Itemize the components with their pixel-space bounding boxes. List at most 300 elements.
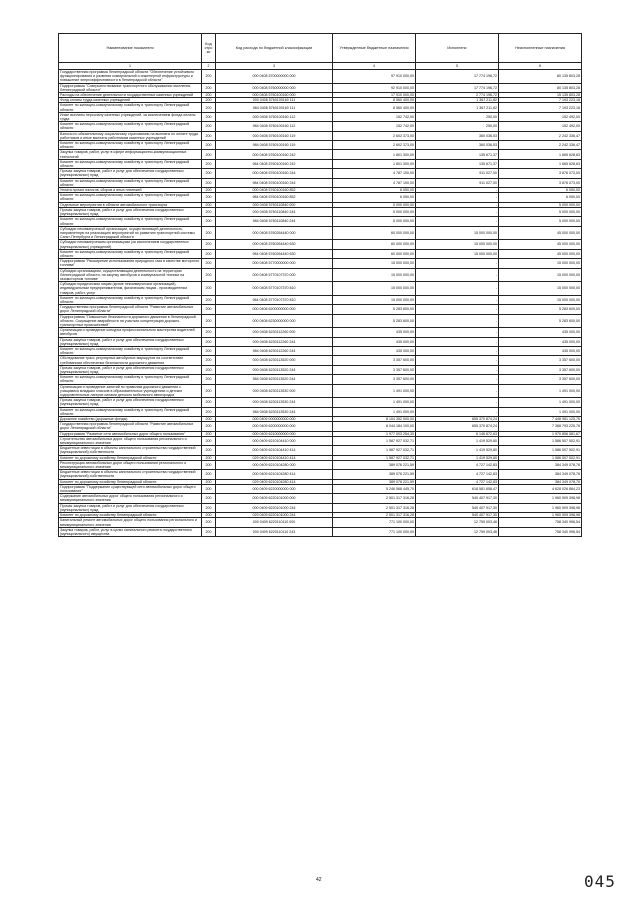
row-kbk: 000 0409 6210104280 000 [216, 460, 333, 469]
row-line-code: 200 [202, 226, 216, 240]
row-kbk: 000 0409 6220110110 243 [216, 527, 333, 536]
row-executed: - [416, 346, 499, 355]
row-remaining: 45 000 000,00 [499, 240, 582, 249]
row-line-code: 200 [202, 282, 216, 296]
row-executed: 1 367 211,82 [416, 98, 499, 103]
row-approved: 15 000 000,00 [333, 295, 416, 304]
row-line-code: 200 [202, 479, 216, 484]
row-kbk: 029 0409 6210104410 414 [216, 455, 333, 460]
row-kbk: 000 0408 6230113530 244 [216, 398, 333, 407]
row-executed: 250,00 [416, 122, 499, 131]
table-row [59, 112, 582, 121]
row-approved: 2 602 373,00 [333, 141, 416, 150]
row-line-code: 200 [202, 503, 216, 512]
table-row [59, 207, 582, 216]
row-kbk: 000 0408 5760100160 852 [216, 188, 333, 193]
row-kbk: 984 0408 6230112260 244 [216, 346, 333, 355]
row-remaining: 435 000,00 [499, 346, 582, 355]
table-row [59, 259, 582, 268]
row-executed: 1 419 529,80 [416, 446, 499, 455]
row-remaining: 758 340 996,54 [499, 518, 582, 527]
row-line-code: 200 [202, 131, 216, 140]
row-approved: 5 283 600,00 [333, 314, 416, 328]
row-approved: 3 357 600,00 [333, 375, 416, 384]
row-line-code: 200 [202, 295, 216, 304]
row-approved: 389 076 221,59 [333, 479, 416, 484]
header-name: Наименование показателя [59, 34, 202, 63]
header-row [59, 34, 582, 63]
row-line-code: 200 [202, 141, 216, 150]
row-name: Иные выплаты персоналу казенных учреждений, за исключением фонда оплаты труда [59, 112, 202, 121]
row-kbk: 000 0408 6230113530 000 [216, 384, 333, 398]
row-line-code: 200 [202, 70, 216, 84]
row-approved: 389 076 221,59 [333, 470, 416, 479]
row-remaining: 1 586 507 502,91 [499, 455, 582, 460]
row-executed: - [416, 207, 499, 216]
row-remaining: 2 242 336,47 [499, 141, 582, 150]
row-remaining: 1 960 909 398,98 [499, 494, 582, 503]
row-kbk: 000 0409 6200000000 000 [216, 422, 333, 431]
row-remaining: 15 000 000,00 [499, 259, 582, 268]
table-row [59, 217, 582, 226]
row-remaining: 384 349 078,76 [499, 470, 582, 479]
row-remaining: 80 135 803,28 [499, 83, 582, 92]
row-executed: 12 759 003,46 [416, 518, 499, 527]
row-kbk: 000 0408 5760100160 242 [216, 150, 333, 159]
row-name: Взносы по обязательному социальному страхованию на выплаты по оплате труда работников и иные выплаты работникам казенных учреждений [59, 131, 202, 140]
row-approved: 6 050,00 [333, 193, 416, 202]
row-kbk: 000 0409 6220000000 000 [216, 484, 333, 493]
row-executed: 15 000 000,00 [416, 226, 499, 240]
row-name: Закупка товаров, работ, услуг в сфере информационно-коммуникационных технологий [59, 150, 202, 159]
header-executed: Исполнено [416, 34, 499, 63]
column-index: 5 [416, 63, 499, 70]
row-remaining: 1 970 856 581,67 [499, 431, 582, 436]
row-approved: 60 000 000,00 [333, 226, 416, 240]
table-row [59, 398, 582, 407]
table-row [59, 193, 582, 202]
row-approved: 435 000,00 [333, 328, 416, 337]
column-index: 1 [59, 63, 202, 70]
table-row [59, 446, 582, 455]
row-line-code: 200 [202, 178, 216, 187]
row-name: Прочая закупка товаров, работ и услуг для обеспечения государственных (муниципальных) нужд [59, 398, 202, 407]
row-line-code: 200 [202, 365, 216, 374]
column-index: 3 [216, 63, 333, 70]
row-approved: 15 000 000,00 [333, 259, 416, 268]
table-row [59, 375, 582, 384]
row-approved: 1 801 300,00 [333, 159, 416, 168]
row-name: Фонд оплаты труда казенных учреждений [59, 98, 202, 103]
row-name: Комитет по жилищно-коммунальному хозяйству и транспорту Ленинградской области [59, 407, 202, 416]
row-line-code: 200 [202, 407, 216, 416]
table-row [59, 83, 582, 92]
row-name: Прочая закупка товаров, работ и услуг для обеспечения государственных (муниципальных) нужд [59, 169, 202, 178]
row-approved: 6 050,00 [333, 188, 416, 193]
row-name: Прочая закупка товаров, работ и услуг для обеспечения государственных (муниципальных) нужд [59, 503, 202, 512]
row-kbk: 000 0408 5760264440 000 [216, 226, 333, 240]
row-kbk: 984 0408 5760100160 242 [216, 159, 333, 168]
row-approved: 60 000 000,00 [333, 240, 416, 249]
row-line-code: 200 [202, 484, 216, 493]
table-row [59, 494, 582, 503]
row-kbk: 000 0409 6210104410 000 [216, 436, 333, 445]
row-remaining: 7 193 223,18 [499, 103, 582, 112]
row-kbk: 000 0408 5770107370 000 [216, 268, 333, 282]
row-approved: 97 910 000,00 [333, 70, 416, 84]
row-approved: 5 000 000,00 [333, 207, 416, 216]
row-kbk: 000 0409 6210104280 414 [216, 470, 333, 479]
column-index: 2 [202, 63, 216, 70]
table-row [59, 527, 582, 536]
row-name: Расходы на обеспечение деятельности государственных казенных учреждений [59, 93, 202, 98]
table-row [59, 337, 582, 346]
row-remaining: 152 492,00 [499, 112, 582, 121]
row-name: Комитет по жилищно-коммунальному хозяйству и транспорту Ленинградской области [59, 178, 202, 187]
row-approved: 152 742,00 [333, 122, 416, 131]
table-row [59, 122, 582, 131]
row-executed: - [416, 188, 499, 193]
row-line-code: 200 [202, 422, 216, 431]
row-executed: - [416, 268, 499, 282]
row-executed: - [416, 314, 499, 328]
row-line-code: 200 [202, 417, 216, 422]
row-remaining: 5 283 600,00 [499, 305, 582, 314]
row-approved: 5 000 000,00 [333, 217, 416, 226]
row-line-code: 200 [202, 103, 216, 112]
table-row [59, 141, 582, 150]
row-remaining: 3 876 073,00 [499, 178, 582, 187]
row-executed: 540 407 917,30 [416, 494, 499, 503]
row-executed: - [416, 305, 499, 314]
row-line-code: 200 [202, 356, 216, 365]
row-kbk: 000 0409 6210104410 414 [216, 446, 333, 455]
row-line-code: 200 [202, 460, 216, 469]
row-name: Субсидии юридическим лицам (кроме некоммерческих организаций), индивидуальным предпринимателям, физическим лицам - производителям товаров, работ, услуг [59, 282, 202, 296]
row-approved: 1 587 927 032,71 [333, 446, 416, 455]
row-kbk: 984 0408 5770107370 810 [216, 295, 333, 304]
row-approved: 435 000,00 [333, 337, 416, 346]
row-approved: 15 000 000,00 [333, 282, 416, 296]
row-remaining: 1 491 000,00 [499, 398, 582, 407]
row-name: Подпрограмма "Поддержание существующей сети автомобильных дорог общего пользования" [59, 484, 202, 493]
table-row [59, 346, 582, 355]
row-name: Государственная программа Ленинградской области "Развитие автомобильных дорог Ленинградской области" [59, 305, 202, 314]
row-line-code: 200 [202, 268, 216, 282]
row-name: Комитет по дорожному хозяйству Ленинградской области [59, 455, 202, 460]
row-approved: 5 283 600,00 [333, 305, 416, 314]
row-remaining: 7 448 981 125,76 [499, 417, 582, 422]
row-approved: 389 076 221,59 [333, 460, 416, 469]
row-remaining: 1 586 507 502,91 [499, 436, 582, 445]
row-executed: 4 727 142,83 [416, 470, 499, 479]
row-remaining: 1 491 000,00 [499, 384, 582, 398]
row-executed: 17 774 196,72 [416, 70, 499, 84]
column-index-row [59, 63, 582, 70]
row-approved: 4 787 100,00 [333, 169, 416, 178]
table-row [59, 226, 582, 240]
row-remaining: 3 357 600,00 [499, 356, 582, 365]
row-line-code: 200 [202, 122, 216, 131]
row-executed: 911 027,00 [416, 178, 499, 187]
row-name: Комитет по дорожному хозяйству Ленинградской области [59, 479, 202, 484]
row-kbk: 000 0409 6210000000 000 [216, 431, 333, 436]
row-line-code: 200 [202, 314, 216, 328]
row-line-code: 200 [202, 112, 216, 121]
row-remaining: 15 000 000,00 [499, 282, 582, 296]
table-row [59, 131, 582, 140]
row-approved: 1 587 927 032,71 [333, 455, 416, 460]
row-remaining: 435 000,00 [499, 328, 582, 337]
row-kbk: 984 0408 6230113520 244 [216, 375, 333, 384]
row-executed: 250,00 [416, 112, 499, 121]
row-remaining: 152 492,00 [499, 122, 582, 131]
row-executed: - [416, 217, 499, 226]
row-kbk: 000 0408 5770000000 000 [216, 259, 333, 268]
row-line-code: 200 [202, 328, 216, 337]
row-remaining: 15 135 803,28 [499, 93, 582, 98]
row-kbk: 000 0408 5760100160 112 [216, 112, 333, 121]
row-name: Субсидии некоммерческим организациям (за исключением государственных (муниципальных) учреждений) [59, 240, 202, 249]
row-line-code: 200 [202, 431, 216, 436]
row-approved: 1 801 300,00 [333, 150, 416, 159]
row-line-code: 200 [202, 217, 216, 226]
row-remaining: 15 000 000,00 [499, 268, 582, 282]
row-approved: 1 977 003 254,30 [333, 431, 416, 436]
row-executed: 911 027,00 [416, 169, 499, 178]
row-kbk: 984 0408 6230113530 244 [216, 407, 333, 416]
row-remaining: 3 357 600,00 [499, 375, 582, 384]
row-line-code: 200 [202, 98, 216, 103]
row-kbk: 984 0408 5760100160 119 [216, 141, 333, 150]
row-line-code: 200 [202, 188, 216, 193]
row-line-code: 200 [202, 93, 216, 98]
table-row [59, 484, 582, 493]
budget-execution-sheet [58, 33, 580, 537]
row-approved: 2 602 373,00 [333, 131, 416, 140]
row-line-code: 200 [202, 436, 216, 445]
row-remaining: 758 340 996,54 [499, 527, 582, 536]
row-approved: 1 587 927 032,71 [333, 436, 416, 445]
row-approved: 152 742,00 [333, 112, 416, 121]
row-line-code: 200 [202, 207, 216, 216]
row-executed: - [416, 193, 499, 202]
row-kbk: 000 0409 6220110110 000 [216, 518, 333, 527]
row-approved: 4 787 100,00 [333, 178, 416, 187]
row-name: Подпрограмма "Совершенствование транспортного обслуживания населения Ленинградской области" [59, 83, 202, 92]
table-row [59, 240, 582, 249]
row-name: Реконструкция автомобильных дорог общего пользования регионального и межмуниципального значения [59, 460, 202, 469]
row-name: Подпрограмма "Повышение безопасности дорожного движения в Ленинградской области. Сокращение аварийности на участках концентрации дорожно-транспортных происшествий" [59, 314, 202, 328]
row-remaining: 3 876 073,00 [499, 169, 582, 178]
row-kbk: 000 0408 6230112260 244 [216, 337, 333, 346]
row-remaining: 7 193 223,18 [499, 98, 582, 103]
table-row [59, 518, 582, 527]
row-kbk: 000 0408 5760100160 119 [216, 131, 333, 140]
sheet-stamp-number: 045 [584, 872, 616, 891]
header-kbk: Код расхода по бюджетной классификации [216, 34, 333, 63]
row-executed: - [416, 375, 499, 384]
row-name: Организация и проведение занятий по правилам дорожного движения с учащимися младших классов в образовательных учреждениях и детских оздоровительных лагерях силами детского мобильного автогородка [59, 384, 202, 398]
row-line-code: 200 [202, 446, 216, 455]
row-executed: 17 774 196,72 [416, 83, 499, 92]
table-row [59, 356, 582, 365]
row-executed: 655 370 874,24 [416, 422, 499, 431]
row-name: Отдельные мероприятия в области автомобильного транспорта [59, 202, 202, 207]
table-row [59, 384, 582, 398]
row-name: Комитет по жилищно-коммунальному хозяйству и транспорту Ленинградской области [59, 249, 202, 258]
row-executed: 1 419 529,80 [416, 436, 499, 445]
row-executed: 618 581 658,47 [416, 484, 499, 493]
row-executed: 15 000 000,00 [416, 249, 499, 258]
table-row [59, 249, 582, 258]
row-name: Прочая закупка товаров, работ и услуг для обеспечения государственных (муниципальных) нужд [59, 207, 202, 216]
row-name: Государственная программа Ленинградской области "Развитие автомобильных дорог Ленинградской области" [59, 422, 202, 431]
header-line-code: Код стро ки [202, 34, 216, 63]
row-executed: - [416, 337, 499, 346]
row-line-code: 200 [202, 455, 216, 460]
row-kbk: 000 0409 6220101000 244 [216, 503, 333, 512]
row-kbk: 000 0408 6200000000 000 [216, 305, 333, 314]
row-executed: 6 146 672,63 [416, 431, 499, 436]
row-name: Закупка товаров, работ, услуг в целях капитального ремонта государственного (муниципального) имущества [59, 527, 202, 536]
row-executed: 360 036,53 [416, 131, 499, 140]
row-kbk: 000 0408 5770107370 810 [216, 282, 333, 296]
row-kbk: 000 0409 6220101000 000 [216, 494, 333, 503]
row-line-code: 200 [202, 527, 216, 536]
table-row [59, 305, 582, 314]
row-line-code: 200 [202, 513, 216, 518]
row-approved: 435 000,00 [333, 346, 416, 355]
row-line-code: 200 [202, 240, 216, 249]
table-row [59, 314, 582, 328]
row-executed: - [416, 407, 499, 416]
row-line-code: 200 [202, 337, 216, 346]
row-remaining: 5 000 000,00 [499, 207, 582, 216]
row-name: Комитет по жилищно-коммунальному хозяйству и транспорту Ленинградской области [59, 375, 202, 384]
table-row [59, 365, 582, 374]
row-name: Капитальный ремонт автомобильных дорог общего пользования регионального и межмуниципального значения [59, 518, 202, 527]
table-row [59, 159, 582, 168]
row-approved: 8 560 400,00 [333, 103, 416, 112]
row-name: Организация и проведение конкурса профессионального мастерства водителей автобусов [59, 328, 202, 337]
row-executed: 540 407 917,30 [416, 513, 499, 518]
row-approved: 8 044 184 100,00 [333, 422, 416, 431]
table-row [59, 150, 582, 159]
row-name: Комитет по жилищно-коммунальному хозяйству и транспорту Ленинградской области [59, 295, 202, 304]
row-line-code: 200 [202, 346, 216, 355]
table-row [59, 460, 582, 469]
row-remaining: 6 050,00 [499, 188, 582, 193]
row-remaining: 3 357 600,00 [499, 365, 582, 374]
row-approved: 3 357 600,00 [333, 356, 416, 365]
row-executed: 2 774 196,72 [416, 93, 499, 98]
row-executed: - [416, 365, 499, 374]
row-remaining: 1 960 909 398,98 [499, 503, 582, 512]
row-approved: 17 910 000,00 [333, 93, 416, 98]
table-row [59, 282, 582, 296]
row-name: Бюджетные инвестиции в объекты капитального строительства государственной (муниципальной) собственности [59, 470, 202, 479]
row-approved: 5 000 000,00 [333, 202, 416, 207]
row-approved: 60 000 000,00 [333, 249, 416, 258]
row-kbk: 984 0408 5760100160 111 [216, 103, 333, 112]
row-name: Комитет по жилищно-коммунальному хозяйству и транспорту Ленинградской области [59, 141, 202, 150]
row-kbk: 984 0408 5760264440 630 [216, 249, 333, 258]
row-name: Подпрограмма "Развитие сети автомобильных дорог общего пользования" [59, 431, 202, 436]
column-index: 6 [499, 63, 582, 70]
row-executed: 12 759 003,46 [416, 527, 499, 536]
budget-table [58, 33, 582, 537]
row-line-code: 200 [202, 518, 216, 527]
row-kbk: 984 0408 5760100160 852 [216, 193, 333, 202]
row-kbk: 000 0408 5760100160 000 [216, 93, 333, 98]
row-kbk: 000 0408 6230113520 000 [216, 356, 333, 365]
row-line-code: 200 [202, 202, 216, 207]
row-name: Комитет по жилищно-коммунальному хозяйству и транспорту Ленинградской области [59, 346, 202, 355]
row-executed: 135 671,37 [416, 159, 499, 168]
row-approved: 2 501 317 316,28 [333, 494, 416, 503]
column-index: 4 [333, 63, 416, 70]
row-name: Бюджетные инвестиции в объекты капитального строительства государственной (муниципальной) собственности [59, 446, 202, 455]
row-executed: - [416, 328, 499, 337]
row-executed: - [416, 398, 499, 407]
row-remaining: 1 665 628,63 [499, 150, 582, 159]
row-executed: 655 370 874,24 [416, 417, 499, 422]
row-remaining: 2 242 336,47 [499, 131, 582, 140]
row-remaining: 384 349 078,76 [499, 460, 582, 469]
row-kbk: 029 0409 6220101000 244 [216, 513, 333, 518]
row-approved: 5 246 568 445,70 [333, 484, 416, 493]
table-row [59, 268, 582, 282]
table-row [59, 178, 582, 187]
row-name: Комитет по жилищно-коммунальному хозяйству и транспорту Ленинградской области [59, 217, 202, 226]
table-row [59, 103, 582, 112]
row-line-code: 200 [202, 305, 216, 314]
row-name: Субсидии организациям, осуществляющим деятельность на территории Ленинградской области, на закупку автобусов и коммунальной техники на газомоторном топливе [59, 268, 202, 282]
table-row [59, 422, 582, 431]
row-line-code: 200 [202, 169, 216, 178]
row-remaining: 4 628 026 884,23 [499, 484, 582, 493]
header-remaining: Неисполненные назначения [499, 34, 582, 63]
row-kbk: 984 0408 5760100160 112 [216, 122, 333, 131]
row-kbk: 000 0408 6230113520 244 [216, 365, 333, 374]
row-remaining: 5 000 000,00 [499, 202, 582, 207]
row-remaining: 15 000 000,00 [499, 295, 582, 304]
row-remaining: 45 000 000,00 [499, 249, 582, 258]
row-executed: - [416, 202, 499, 207]
row-kbk: 000 0408 6230000000 000 [216, 314, 333, 328]
row-line-code: 200 [202, 249, 216, 258]
row-kbk: 000 0408 5760100160 244 [216, 169, 333, 178]
row-line-code: 200 [202, 398, 216, 407]
row-remaining: 7 388 793 225,76 [499, 422, 582, 431]
row-approved: 1 491 000,00 [333, 407, 416, 416]
row-remaining: 5 000 000,00 [499, 217, 582, 226]
table-row [59, 295, 582, 304]
row-approved: 15 000 000,00 [333, 268, 416, 282]
row-executed: - [416, 384, 499, 398]
row-line-code: 200 [202, 384, 216, 398]
row-name: Государственная программа Ленинградской области "Обеспечение устойчивого функционирования и развития коммунальной и инженерной инфраструктуры и повышение энергоэффективности в Ленинградской области" [59, 70, 202, 84]
row-kbk: 000 0408 6230112260 000 [216, 328, 333, 337]
row-name: Комитет по дорожному хозяйству Ленинградской области [59, 513, 202, 518]
row-line-code: 200 [202, 470, 216, 479]
row-kbk: 029 0409 6210104280 414 [216, 479, 333, 484]
row-name: Прочая закупка товаров, работ и услуг для обеспечения государственных (муниципальных) нужд [59, 337, 202, 346]
row-remaining: 6 050,00 [499, 193, 582, 202]
page-number: 42 [316, 877, 322, 883]
row-line-code: 200 [202, 83, 216, 92]
